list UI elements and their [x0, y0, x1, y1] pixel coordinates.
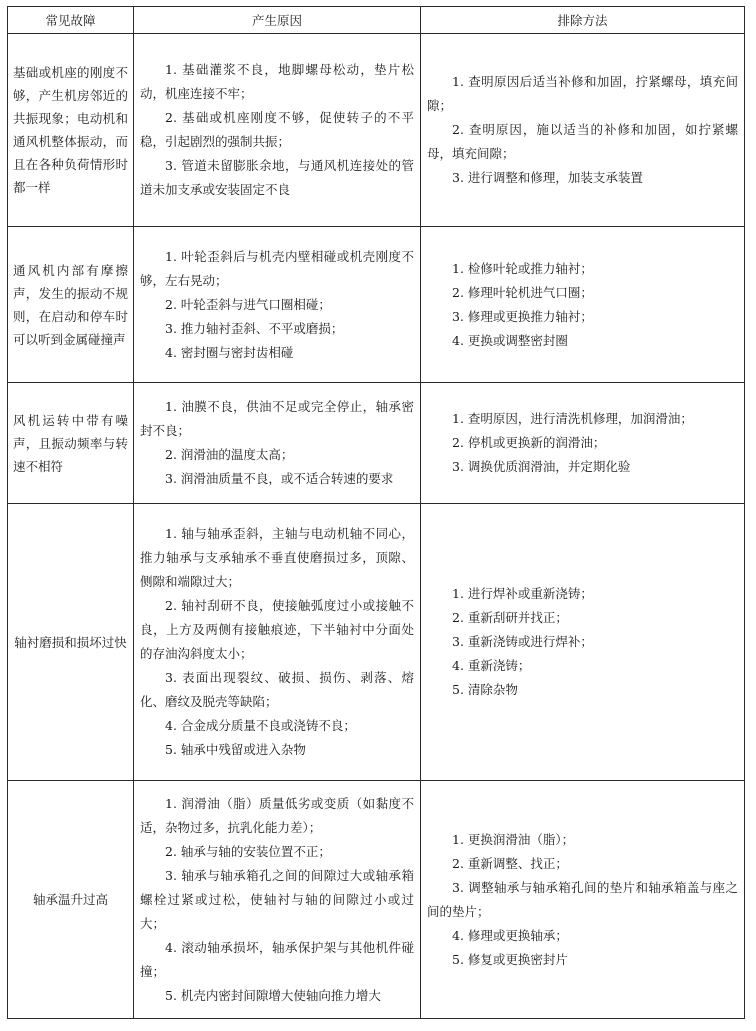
table-row — [8, 781, 745, 1019]
cause-item: 3. 表面出现裂纹、破损、损伤、剥落、熔化、磨纹及脱壳等缺陷； — [140, 670, 414, 709]
table-row — [8, 34, 745, 227]
cause-item: 5. 机壳内密封间隙增大使轴向推力增大 — [165, 987, 381, 1003]
cause-item: 1. 轴与轴承歪斜，主轴与电动机轴不同心，推力轴承与支承轴承不垂直使磨损过多，顶隙、侧隙和端隙过大； — [140, 526, 414, 589]
remedy-item: 2. 修理叶轮机进气口圈； — [452, 284, 593, 300]
remedy-item: 3. 修理或更换推力轴衬； — [452, 308, 593, 324]
cause-item: 5. 轴承中残留或进入杂物 — [165, 742, 306, 757]
fault-cell: 风机运转中带有噪声，且振动频率与转速不相符 — [8, 383, 134, 504]
cause-item: 1. 油膜不良，供油不足或完全停止，轴承密封不良； — [140, 399, 414, 438]
remedy-item: 4. 重新浇铸； — [452, 658, 531, 673]
remedy-item: 1. 更换润滑油（脂）； — [452, 831, 575, 847]
table-header-row — [8, 7, 745, 34]
remedy-cell — [421, 227, 745, 383]
remedy-item: 3. 进行调整和修理，加装支承装置 — [452, 170, 643, 185]
remedy-item: 3. 调换优质润滑油，并定期化验 — [452, 459, 631, 474]
remedy-cell — [421, 34, 745, 227]
cause-item: 2. 轴衬刮研不良，使接触弧度过小或接触不良，上方及两侧有接触痕迹，下半轴衬中分面处的存油沟斜度太小； — [140, 598, 414, 661]
cause-item: 4. 密封圈与密封齿相碰 — [165, 344, 294, 360]
cause-item: 4. 滚动轴承损坏，轴承保护架与其他机件碰撞； — [140, 939, 414, 979]
remedy-item: 5. 修复或更换密封片 — [452, 951, 568, 967]
remedy-item: 2. 查明原因，施以适当的补修和加固，如拧紧螺母，填充间隙； — [427, 122, 738, 161]
remedy-item: 4. 更换或调整密封圈 — [452, 332, 568, 348]
fault-cell: 通风机内部有摩擦声，发生的振动不规则，在启动和停车时可以听到金属碰撞声 — [8, 227, 134, 383]
remedy-item: 4. 修理或更换轴承； — [452, 927, 568, 943]
remedy-cell — [421, 781, 745, 1019]
cause-cell — [134, 504, 421, 781]
remedy-cell — [421, 504, 745, 781]
remedy-item: 3. 调整轴承与轴承箱孔间的垫片和轴承箱盖与座之间的垫片； — [427, 879, 738, 919]
fault-table — [7, 6, 745, 1019]
table-row — [8, 504, 745, 781]
cause-cell — [134, 227, 421, 383]
cause-item: 3. 管道未留膨胀余地，与通风机连接处的管道未加支承或安装固定不良 — [140, 158, 414, 197]
cause-item: 4. 合金成分质量不良或浇铸不良； — [165, 718, 356, 733]
cause-item: 2. 叶轮歪斜与进气口圈相碰； — [165, 296, 331, 312]
cause-item: 3. 轴承与轴承箱孔之间的间隙过大或轴承箱螺栓过紧或过松，使轴衬与轴的间隙过小或过大； — [140, 867, 414, 931]
remedy-item: 2. 重新调整、找正； — [452, 855, 568, 871]
table-row — [8, 383, 745, 504]
cause-item: 3. 润滑油质量不良，或不适合转速的要求 — [165, 471, 394, 486]
remedy-item: 1. 查明原因，进行清洗机修理，加润滑油； — [452, 411, 693, 426]
header-cause: 产生原因 — [134, 7, 421, 34]
header-fault: 常见故障 — [8, 7, 134, 34]
cause-cell — [134, 781, 421, 1019]
remedy-item: 1. 检修叶轮或推力轴衬； — [452, 260, 593, 276]
remedy-item: 1. 查明原因后适当补修和加固，拧紧螺母，填充间隙； — [427, 74, 738, 113]
cause-cell — [134, 34, 421, 227]
remedy-item: 2. 重新刮研并找正； — [452, 610, 568, 625]
header-remedy: 排除方法 — [421, 7, 745, 34]
cause-item: 1. 润滑油（脂）质量低劣或变质（如黏度不适，杂物过多，抗乳化能力差）； — [140, 795, 414, 835]
cause-item: 2. 润滑油的温度太高； — [165, 447, 294, 462]
remedy-item: 5. 清除杂物 — [452, 682, 518, 697]
fault-cell: 轴衬磨损和损坏过快 — [8, 504, 134, 781]
cause-cell — [134, 383, 421, 504]
cause-item: 2. 基础或机座刚度不够，促使转子的不平稳，引起剧烈的强制共振； — [140, 110, 414, 149]
remedy-item: 3. 重新浇铸或进行焊补； — [452, 634, 593, 649]
cause-item: 2. 轴承与轴的安装位置不正； — [165, 843, 331, 859]
remedy-item: 1. 进行焊补或重新浇铸； — [452, 586, 593, 601]
cause-item: 1. 基础灌浆不良，地脚螺母松动，垫片松动，机座连接不牢； — [140, 62, 414, 101]
table-row — [8, 227, 745, 383]
remedy-item: 2. 停机或更换新的润滑油； — [452, 435, 606, 450]
cause-item: 1. 叶轮歪斜后与机壳内壁相碰或机壳刚度不够，左右晃动； — [140, 248, 414, 288]
remedy-cell — [421, 383, 745, 504]
cause-item: 3. 推力轴衬歪斜、不平或磨损； — [165, 320, 344, 336]
fault-cell: 基础或机座的刚度不够，产生机房邻近的共振现象；电动机和通风机整体振动，而且在各种负荷情形时都一样 — [8, 34, 134, 227]
fault-cell: 轴承温升过高 — [8, 781, 134, 1019]
